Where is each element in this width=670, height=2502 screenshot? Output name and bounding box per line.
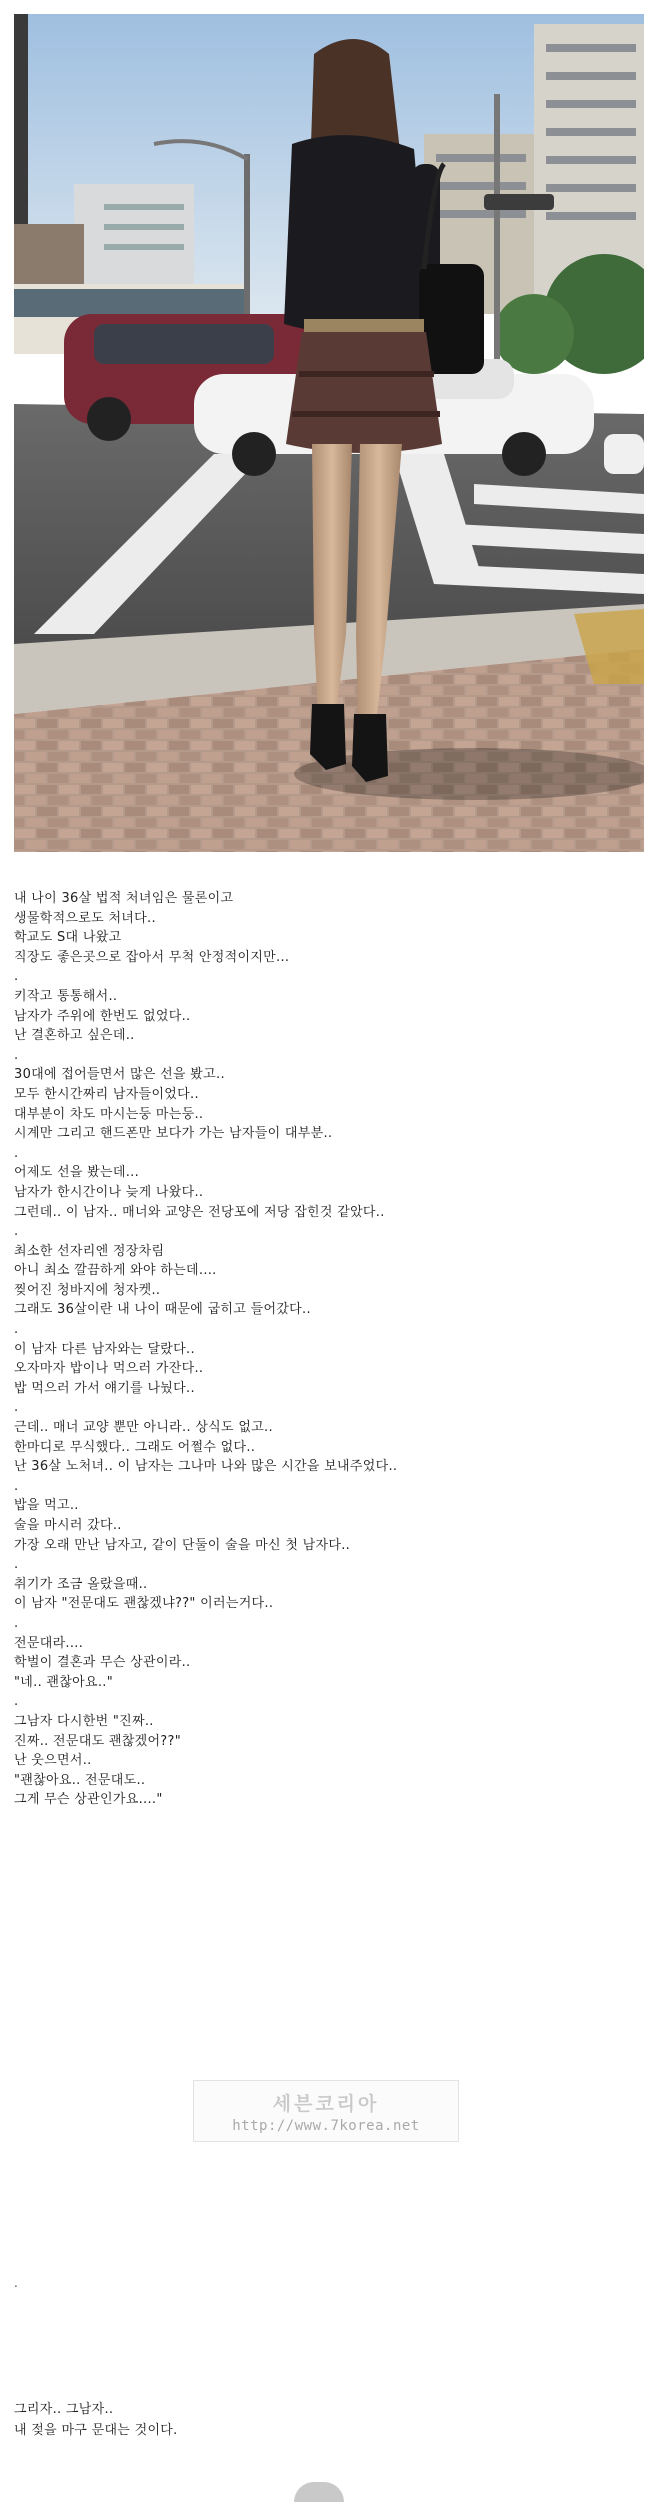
story-separator-dot: . xyxy=(14,969,19,985)
watermark-url: http://www.7korea.net xyxy=(232,2118,420,2134)
story-line: 키작고 통통해서.. xyxy=(14,988,118,1004)
story-line: 가장 오래 만난 남자고, 같이 단둘이 술을 마신 첫 남자다.. xyxy=(14,1537,351,1553)
story-line: 근데.. 매너 교양 뿐만 아니라.. 상식도 없고.. xyxy=(14,1420,273,1436)
site-watermark xyxy=(193,2080,459,2142)
tail-line-2: 내 젖을 마구 문대는 것이다. xyxy=(14,2423,178,2438)
story-line: 이 남자 "전문대도 괜찮겠냐??" 이러는거다.. xyxy=(14,1596,274,1612)
story-line: 찢어진 청바지에 청자켓.. xyxy=(14,1282,161,1298)
story-line: 학교도 S대 나왔고 xyxy=(14,930,122,946)
story-line: 취기가 조금 올랐을때.. xyxy=(14,1576,148,1592)
story-line: 밥을 먹고.. xyxy=(14,1498,79,1514)
story-separator-dot: . xyxy=(14,1557,19,1573)
story-line: 그래도 36살이란 내 나이 때문에 굽히고 들어갔다.. xyxy=(14,1302,311,1318)
story-separator-dot: . xyxy=(14,1694,19,1710)
story-line: "네.. 괜찮아요.." xyxy=(14,1674,114,1690)
story-separator-dot: . xyxy=(14,1615,19,1631)
story-line: 오자마자 밥이나 먹으러 가잔다.. xyxy=(14,1361,204,1377)
tail-line-1: 그리자.. 그남자.. xyxy=(14,2402,114,2417)
story-line: 생물학적으로도 처녀다.. xyxy=(14,910,156,926)
story-line: 난 결혼하고 싶은데.. xyxy=(14,1028,135,1044)
story-line: 직장도 좋은곳으로 잡아서 무척 안정적이지만... xyxy=(14,949,290,965)
tail-text xyxy=(14,2399,644,2441)
story-line: 내 나이 36살 법적 처녀임은 물론이고 xyxy=(14,891,234,906)
story-line: 시계만 그리고 핸드폰만 보다가 가는 남자들이 대부분.. xyxy=(14,1126,333,1142)
story-line: 난 웃으면서.. xyxy=(14,1753,92,1769)
story-separator-dot: . xyxy=(14,1047,19,1063)
story-line: 대부분이 차도 마시는둥 마는둥.. xyxy=(14,1106,204,1122)
watermark-title: 세븐코리아 xyxy=(272,2093,380,2115)
story-line: 그게 무슨 상관인가요...." xyxy=(14,1792,163,1808)
story-separator-dot: . xyxy=(14,1400,19,1416)
story-line: 최소한 선자리엔 정장차림 xyxy=(14,1243,165,1259)
story-separator-dot: . xyxy=(14,1322,19,1338)
story-line: 어제도 선을 봤는데... xyxy=(14,1165,140,1181)
story-line: 남자가 주위에 한번도 없었다.. xyxy=(14,1008,191,1024)
story-line: 학벌이 결혼과 무슨 상관이라.. xyxy=(14,1655,191,1671)
story-line: 아니 최소 깔끔하게 와야 하는데.... xyxy=(14,1263,217,1279)
story-separator-dot: . xyxy=(14,1478,19,1494)
story-line: 그런데.. 이 남자.. 매너와 교양은 전당포에 저당 잡힌것 같았다.. xyxy=(14,1204,385,1220)
story-separator-dot: . xyxy=(14,1224,19,1240)
story-line: 모두 한시간짜리 남자들이었다.. xyxy=(14,1086,199,1102)
story-text xyxy=(14,889,644,1810)
story-line: 전문대라.... xyxy=(14,1635,84,1651)
story-line: 술을 마시러 갔다.. xyxy=(14,1518,122,1533)
stray-dot: . xyxy=(14,2276,18,2290)
story-line: 이 남자 다른 남자와는 달랐다.. xyxy=(14,1341,195,1357)
next-image-edge xyxy=(294,2482,344,2502)
story-line: 30대에 접어들면서 많은 선을 봤고.. xyxy=(14,1067,225,1083)
story-line: 난 36살 노처녀.. 이 남자는 그나마 나와 많은 시간을 보내주었다.. xyxy=(14,1459,398,1475)
story-line: 밥 먹으러 가서 얘기를 나눴다.. xyxy=(14,1380,195,1396)
street-photo-graphic xyxy=(14,14,644,852)
story-line: 그남자 다시한번 "진짜.. xyxy=(14,1713,154,1729)
story-line: 진짜.. 전문대도 괜찮겠어??" xyxy=(14,1733,181,1749)
story-line: 한마디로 무식했다.. 그래도 어쩔수 없다.. xyxy=(14,1439,256,1455)
street-photo xyxy=(14,14,644,852)
story-line: "괜찮아요.. 전문대도.. xyxy=(14,1772,146,1788)
story-separator-dot: . xyxy=(14,1145,19,1161)
story-line: 남자가 한시간이나 늦게 나왔다.. xyxy=(14,1184,204,1200)
